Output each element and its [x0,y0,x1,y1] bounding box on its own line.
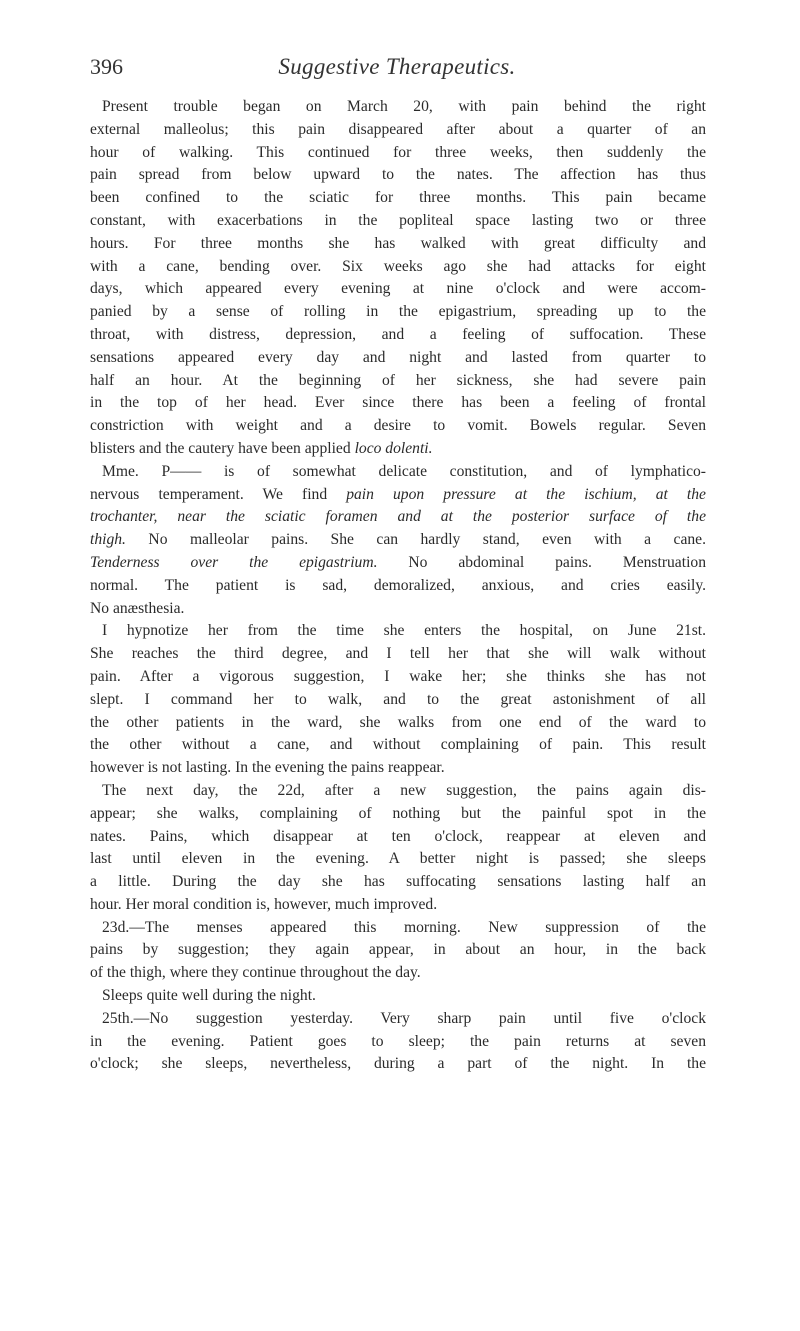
text-line [90,712,706,735]
text-line [90,324,706,347]
text-line [90,187,706,210]
text-segment: last until eleven in the evening. A better night is passed; she sleeps [90,850,706,868]
text-segment: appear; she walks, complaining of nothing but the painful spot in the [90,804,706,822]
italic-text-segment: thigh. [90,531,126,549]
text-segment: nervous temperament. We find [90,485,347,503]
text-line [90,939,706,962]
text-segment: pain spread from below upward to the nates. The affection has thus [90,166,706,184]
text-line [90,1008,706,1031]
text-segment: constriction with weight and a desire to vomit. Bowels regular. Seven [90,417,706,435]
text-line [90,233,706,256]
text-segment: pain. After a vigorous suggestion, I wake her; she thinks she has not [90,667,706,685]
text-segment: slept. I command her to walk, and to the great astonishment of all [90,690,706,708]
text-segment: pains by suggestion; they again appear, in about an hour, in the back [90,941,706,959]
text-line [90,461,706,484]
text-line [90,506,706,529]
text-line [90,826,706,849]
text-line [90,962,706,985]
text-segment: The next day, the 22d, after a new suggestion, the pains again dis- [102,781,706,799]
text-segment: external malleolus; this pain disappeared after about a quarter of an [90,120,706,138]
text-line [90,1031,706,1054]
text-line [90,666,706,689]
text-line [90,210,706,233]
text-line [90,347,706,370]
text-segment: nates. Pains, which disappear at ten o'clock, reappear at eleven and [90,827,706,845]
text-segment: Present trouble began on March 20, with pain behind the right [102,98,706,115]
text-segment: of the thigh, where they continue throughout the day. [90,964,421,982]
running-title: Suggestive Therapeutics. [278,54,516,79]
text-segment: the other patients in the ward, she walks from one end of the ward to [90,713,706,731]
text-line [90,392,706,415]
text-line [90,575,706,598]
text-segment: No malleolar pains. She can hardly stand, even with a cane. [125,531,706,549]
text-segment: Mme. P—— is of somewhat delicate constitution, and of lymphatico- [102,462,706,480]
text-line [90,438,706,461]
text-segment: hours. For three months she has walked with great difficulty and [90,234,706,252]
text-line [90,484,706,507]
text-segment: No abdominal pains. Menstruation [377,553,706,571]
text-line [90,278,706,301]
text-line [90,620,706,643]
italic-text-segment: trochanter, near the sciatic foramen and at the posterior surface of the [90,508,706,526]
text-line [90,164,706,187]
text-segment: No anæsthesia. [90,599,185,617]
text-segment: throat, with distress, depression, and a feeling of suffocation. These [90,325,706,343]
text-line [90,643,706,666]
italic-text-segment: pain upon pressure at the ischium, at the [346,485,706,503]
text-line [90,894,706,917]
text-segment: 23d.—The menses appeared this morning. New suppression of the [102,918,706,936]
text-segment: sensations appeared every day and night and lasted from quarter to [90,348,706,366]
text-line [90,734,706,757]
text-line [90,985,706,1008]
text-line [90,256,706,279]
text-line [90,689,706,712]
italic-text-segment: Tenderness over the epigastrium. [90,553,378,571]
text-segment: panied by a sense of rolling in the epigastrium, spreading up to the [90,303,706,321]
text-segment: blisters and the cautery have been applied [90,439,355,457]
text-line [90,803,706,826]
text-line [90,757,706,780]
text-segment: Sleeps quite well during the night. [102,987,316,1005]
text-segment: the other without a cane, and without complaining of pain. This result [90,736,706,754]
text-segment: o'clock; she sleeps, nevertheless, during a part of the night. In the [90,1055,706,1073]
text-line [90,598,706,621]
text-segment: She reaches the third degree, and I tell her that she will walk without [90,645,706,663]
page-number: 396 [90,54,123,79]
text-segment: in the evening. Patient goes to sleep; the pain returns at seven [90,1032,706,1050]
text-line [90,848,706,871]
text-line [90,780,706,803]
text-line [90,871,706,894]
text-segment: been confined to the sciatic for three months. This pain became [90,189,706,207]
text-line [90,917,706,940]
text-segment: in the top of her head. Ever since there has been a feeling of frontal [90,394,706,412]
text-line [90,119,706,142]
text-segment: constant, with exacerbations in the popliteal space lasting two or three [90,211,706,229]
text-line [90,142,706,165]
text-segment: 25th.—No suggestion yesterday. Very sharp pain until five o'clock [102,1009,706,1027]
text-segment: days, which appeared every evening at nine o'clock and were accom- [90,280,706,298]
text-line [90,301,706,324]
text-segment: however is not lasting. In the evening the pains reappear. [90,759,445,777]
text-segment: hour. Her moral condition is, however, much improved. [90,895,438,913]
body-text [90,96,706,1076]
text-line [90,96,706,119]
text-segment: half an hour. At the beginning of her sickness, she had severe pain [90,371,706,389]
italic-text-segment: loco dolenti. [354,439,433,457]
text-segment: hour of walking. This continued for three weeks, then suddenly the [90,143,706,161]
text-segment: normal. The patient is sad, demoralized, anxious, and cries easily. [90,576,706,594]
text-segment: a little. During the day she has suffocating sensations lasting half an [90,873,706,891]
text-segment: with a cane, bending over. Six weeks ago she had attacks for eight [90,257,706,275]
text-line [90,370,706,393]
text-line [90,1053,706,1076]
text-segment: I hypnotize her from the time she enters the hospital, on June 21st. [102,622,706,640]
text-line [90,552,706,575]
page-header [90,54,704,88]
text-line [90,529,706,552]
text-line [90,415,706,438]
